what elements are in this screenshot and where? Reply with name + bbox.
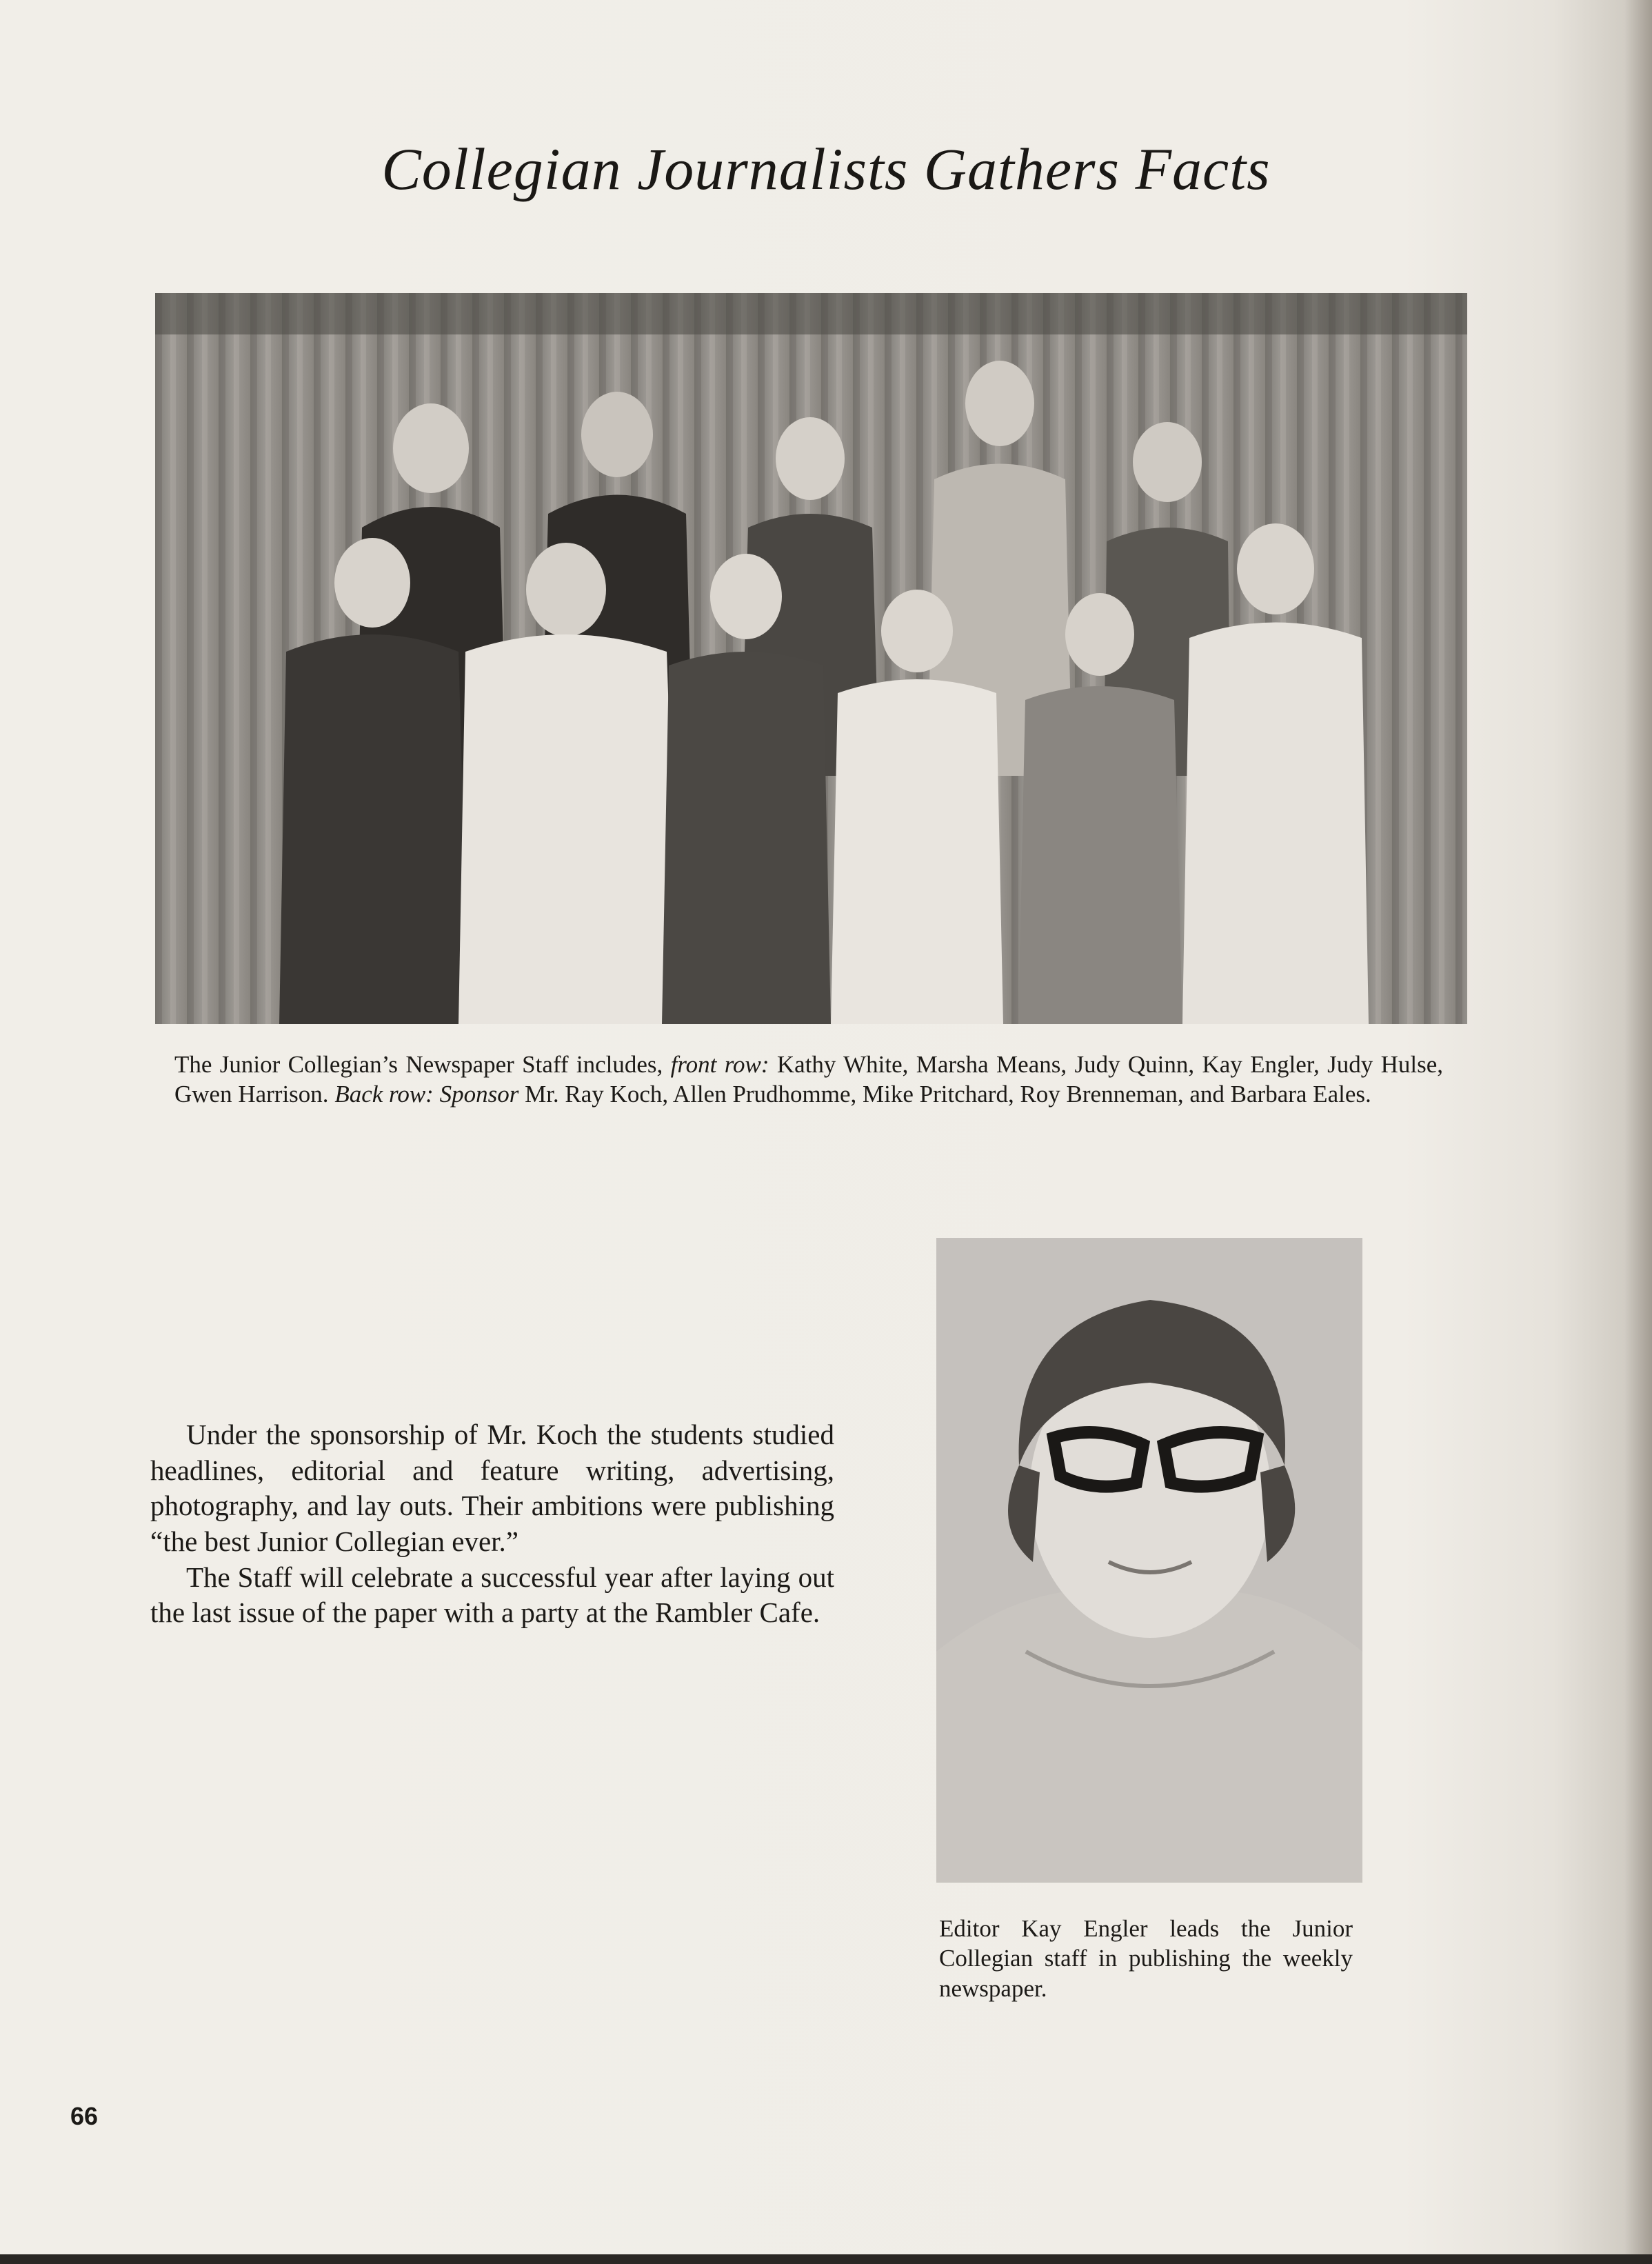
group-photo (155, 293, 1467, 1024)
front-row-names: Kathy White, Marsha Means, Judy Quinn, Kay Engler, Judy Hulse, Gwen Harrison. (174, 1051, 1443, 1108)
page-title: Collegian Journalists Gathers Facts (381, 136, 1271, 202)
portrait-caption: Editor Kay Engler leads the Junior Collegian staff in publishing the weekly newspaper. (939, 1915, 1353, 2002)
article-paragraph-1: Under the sponsorship of Mr. Koch the students studied headlines, editorial and feature writing, advertising, photography, and lay outs. Their ambitions were publishing “the best Junior Collegian ever.” (150, 1419, 834, 1557)
caption-lead: The Junior Collegian’s Newspaper Staff includes, (174, 1051, 671, 1078)
front-row-label: front row: (670, 1051, 769, 1078)
page-number: 66 (70, 2102, 99, 2130)
group-photo-caption (174, 1050, 1443, 1110)
article-paragraph-2: The Staff will celebrate a successful year after laying out the last issue of the paper with a party at the Rambler Cafe. (150, 1561, 834, 1629)
article-body (150, 1417, 834, 1631)
back-row-label: Back row: Sponsor (334, 1081, 519, 1108)
back-row-names: Mr. Ray Koch, Allen Prudhomme, Mike Pritchard, Roy Brenneman, and Barbara Eales. (518, 1081, 1371, 1108)
editor-portrait-photo (936, 1238, 1362, 1883)
page-gutter-shadow (1624, 0, 1652, 2264)
scan-edge (0, 2254, 1652, 2264)
